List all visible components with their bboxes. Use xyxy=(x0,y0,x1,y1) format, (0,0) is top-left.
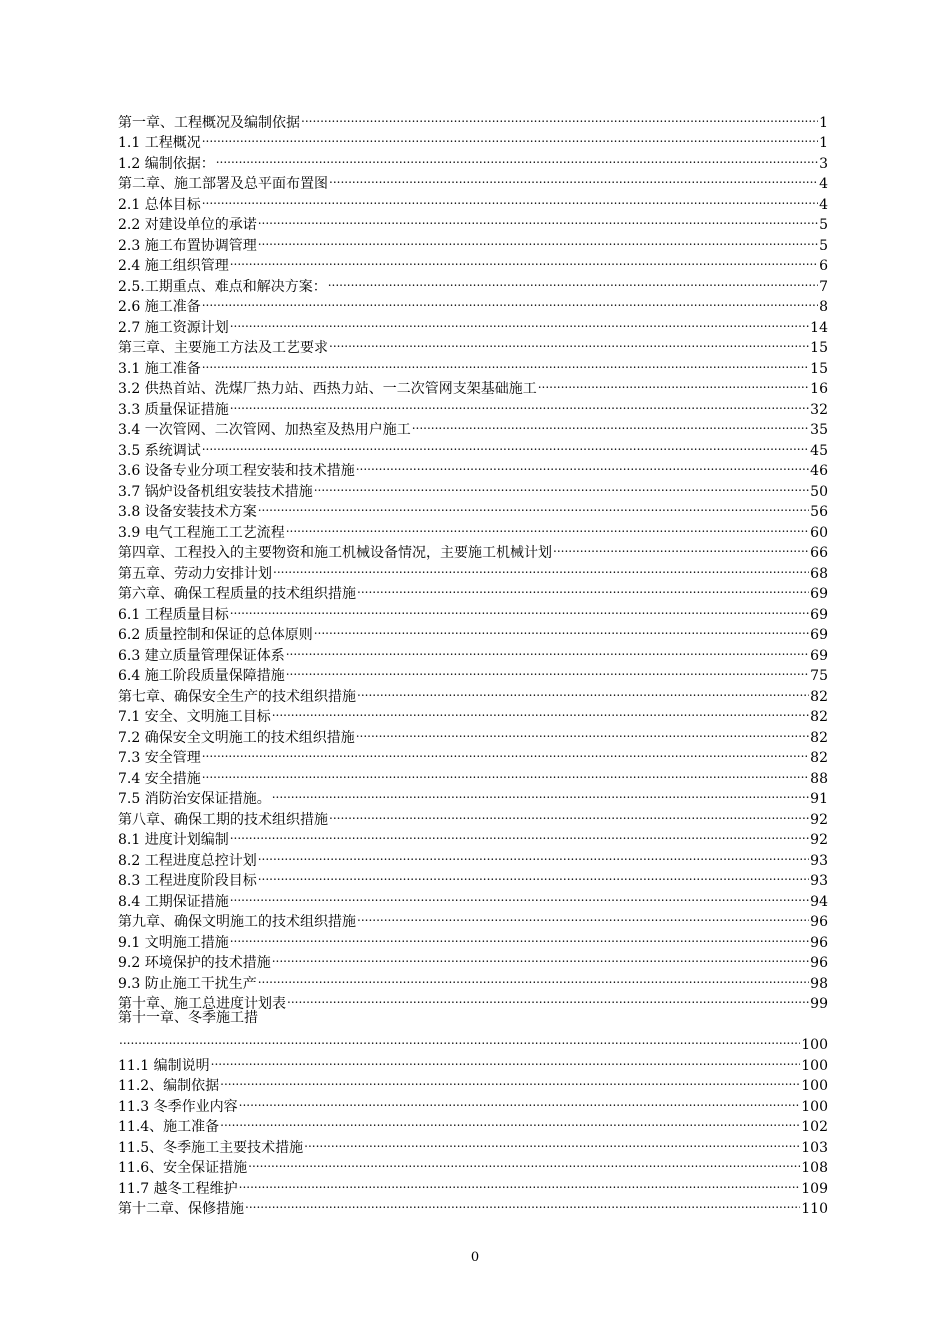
toc-entry-page: 91 xyxy=(810,791,828,807)
toc-entry-page: 1 xyxy=(819,135,828,151)
toc-entry-page: 98 xyxy=(810,975,828,992)
toc-entry-page: 8 xyxy=(819,299,828,315)
toc-entry-page: 16 xyxy=(810,381,828,397)
toc-entry[interactable] xyxy=(118,311,828,336)
toc-entry-page: 14 xyxy=(810,319,828,336)
toc-leader-dots xyxy=(216,147,818,168)
toc-leader-dots xyxy=(230,250,818,271)
toc-leader-dots xyxy=(272,701,809,722)
toc-leader-dots xyxy=(273,557,809,578)
toc-entry-title: 3.4 一次管网、二次管网、加热室及热用户施工 xyxy=(118,422,411,438)
toc-entry-page: 4 xyxy=(819,196,828,213)
toc-entry-page: 109 xyxy=(801,1180,828,1197)
toc-entry[interactable] xyxy=(118,434,828,459)
page-number: 0 xyxy=(470,1250,480,1265)
toc-entry[interactable] xyxy=(118,127,828,151)
toc-leader-dots xyxy=(230,926,809,947)
toc-leader-dots xyxy=(202,188,818,209)
toc-entry-title: 7.3 安全管理 xyxy=(118,750,201,766)
toc-leader-dots xyxy=(230,393,809,414)
toc-entry-title: 7.4 安全措施 xyxy=(118,770,201,787)
toc-leader-dots xyxy=(356,721,809,742)
toc-leader-dots xyxy=(412,414,809,435)
toc-leader-dots xyxy=(230,824,809,845)
toc-entry-page: 60 xyxy=(810,524,828,541)
toc-leader-dots xyxy=(287,988,809,1009)
toc-entry-page: 88 xyxy=(810,770,828,787)
toc-leader-dots xyxy=(329,168,818,189)
toc-leader-dots xyxy=(220,1111,800,1132)
toc-entry-page: 93 xyxy=(810,873,828,889)
toc-entry-title: 11.2、编制依据 xyxy=(118,1078,220,1094)
toc-entry-title: 2.6 施工准备 xyxy=(118,299,201,315)
toc-leader-dots xyxy=(314,619,809,640)
toc-entry-page: 96 xyxy=(810,955,828,971)
toc-entry-page: 100 xyxy=(801,1037,828,1053)
toc-leader-dots xyxy=(202,434,809,455)
toc-leader-dots xyxy=(286,660,809,681)
toc-entry-title: 2.1 总体目标 xyxy=(118,196,201,213)
toc-entry-title: 1.2 编制依据： xyxy=(118,155,215,172)
toc-entry-title: 2.7 施工资源计划 xyxy=(118,319,229,336)
toc-leader-dots xyxy=(357,578,809,599)
toc-entry-page: 96 xyxy=(810,914,828,930)
toc-entry-page: 69 xyxy=(810,606,828,623)
toc-entry-page: 93 xyxy=(810,852,828,869)
toc-entry[interactable] xyxy=(118,1008,828,1053)
toc-leader-dots xyxy=(272,783,809,804)
toc-entry-title: 11.7 越冬工程维护 xyxy=(118,1180,238,1197)
toc-entry-title: 第四章、工程投入的主要物资和施工机械设备情况，主要施工机械计划 xyxy=(118,545,552,561)
toc-entry[interactable] xyxy=(118,188,828,213)
toc-leader-dots xyxy=(304,1131,800,1152)
toc-leader-dots xyxy=(286,639,809,660)
toc-leader-dots xyxy=(119,1029,800,1050)
toc-entry-title: 3.3 质量保证措施 xyxy=(118,401,229,418)
toc-entry-page: 5 xyxy=(819,237,828,254)
toc-entry-title: 第十一章、冬季施工措 xyxy=(118,1010,258,1026)
toc-leader-dots xyxy=(553,537,809,558)
toc-leader-dots xyxy=(248,1152,800,1173)
toc-entry-page: 100 xyxy=(801,1057,828,1074)
toc-entry-page: 92 xyxy=(810,832,828,848)
toc-entry-title: 11.3 冬季作业内容 xyxy=(118,1098,238,1115)
toc-entry-page: 68 xyxy=(810,565,828,582)
toc-entry[interactable] xyxy=(118,168,828,192)
toc-leader-dots xyxy=(239,1090,801,1111)
toc-entry-title: 3.5 系统调试 xyxy=(118,442,201,459)
toc-entry-page: 50 xyxy=(810,483,828,500)
toc-leader-dots xyxy=(211,1049,801,1070)
toc-entry[interactable] xyxy=(118,147,828,172)
toc-entry-page: 100 xyxy=(801,1078,828,1094)
toc-leader-dots xyxy=(202,762,809,783)
toc-entry-page: 82 xyxy=(810,709,828,725)
toc-entry-page: 100 xyxy=(801,1098,828,1115)
toc-entry-page: 69 xyxy=(810,586,828,602)
toc-entry-title: 11.1 编制说明 xyxy=(118,1057,210,1074)
toc-entry-title: 3.2 供热首站、洗煤厂热力站、西热力站、一二次管网支架基础施工 xyxy=(118,381,537,397)
toc-entry-page: 32 xyxy=(810,401,828,418)
toc-leader-dots xyxy=(230,311,809,332)
toc-entry-title: 6.4 施工阶段质量保障措施 xyxy=(118,668,285,684)
toc-entry-title: 8.2 工程进度总控计划 xyxy=(118,852,257,869)
toc-leader-dots xyxy=(220,1070,800,1091)
toc-entry[interactable] xyxy=(118,291,828,315)
toc-entry[interactable] xyxy=(118,1049,828,1074)
toc-leader-dots xyxy=(258,209,818,230)
toc-entry-title: 11.4、施工准备 xyxy=(118,1119,220,1135)
toc-entry-title: 第三章、主要施工方法及工艺要求 xyxy=(118,340,328,356)
toc-entry-page: 56 xyxy=(810,504,828,520)
toc-entry-page: 7 xyxy=(819,278,828,295)
toc-leader-dots xyxy=(245,1193,800,1214)
toc-leader-dots xyxy=(538,373,809,394)
toc-entry-title: 2.3 施工布置协调管理 xyxy=(118,237,257,254)
toc-entry-page: 75 xyxy=(810,668,828,684)
toc-entry-page: 3 xyxy=(819,155,828,172)
toc-leader-dots xyxy=(314,475,809,496)
toc-leader-dots xyxy=(258,496,809,517)
toc-entry-title: 第六章、确保工程质量的技术组织措施 xyxy=(118,586,356,602)
toc-entry-page: 96 xyxy=(810,934,828,951)
toc-entry-page: 110 xyxy=(801,1201,828,1217)
toc-entry-title: 7.1 安全、文明施工目标 xyxy=(118,709,271,725)
toc-entry-title: 3.9 电气工程施工工艺流程 xyxy=(118,524,285,541)
toc-entry[interactable] xyxy=(118,1090,828,1115)
toc-leader-dots xyxy=(202,742,809,763)
toc-entry-title: 8.1 进度计划编制 xyxy=(118,832,229,848)
toc-entry-title: 第八章、确保工期的技术组织措施 xyxy=(118,811,328,828)
toc-entry-title: 3.1 施工准备 xyxy=(118,360,201,377)
toc-entry-page: 92 xyxy=(810,811,828,828)
toc-entry[interactable] xyxy=(118,373,828,397)
toc-entry-title: 2.4 施工组织管理 xyxy=(118,258,229,274)
toc-entry-title: 2.5.工期重点、难点和解决方案： xyxy=(118,278,327,295)
toc-entry-title: 9.3 防止施工干扰生产 xyxy=(118,975,257,992)
toc-entry-page: 6 xyxy=(819,258,828,274)
toc-leader-dots xyxy=(301,106,818,127)
toc-leader-dots xyxy=(230,598,809,619)
toc-entry-title: 第十二章、保修措施 xyxy=(118,1201,244,1217)
toc-entry-title: 11.6、安全保证措施 xyxy=(118,1160,248,1176)
toc-entry-title: 第九章、确保文明施工的技术组织措施 xyxy=(118,914,356,930)
toc-leader-dots xyxy=(258,844,809,865)
toc-leader-dots xyxy=(258,967,809,988)
toc-leader-dots xyxy=(286,516,809,537)
toc-entry-page: 108 xyxy=(801,1160,828,1176)
toc-entry-page: 102 xyxy=(801,1119,828,1135)
toc-entry-page: 82 xyxy=(810,688,828,705)
toc-entry[interactable] xyxy=(118,455,828,479)
toc-entry-page: 1 xyxy=(819,114,828,131)
toc-leader-dots xyxy=(356,455,809,476)
toc-leader-dots xyxy=(357,680,809,701)
toc-entry-title: 3.6 设备专业分项工程安装和技术措施 xyxy=(118,463,355,479)
toc-entry-title: 9.1 文明施工措施 xyxy=(118,934,229,951)
toc-leader-dots xyxy=(202,127,818,148)
toc-leader-dots xyxy=(258,865,809,886)
toc-entry-title: 8.4 工期保证措施 xyxy=(118,893,229,910)
toc-entry[interactable] xyxy=(118,783,828,807)
toc-entry-page: 35 xyxy=(810,422,828,438)
toc-entry[interactable] xyxy=(118,762,828,787)
toc-entry-title: 3.8 设备安装技术方案 xyxy=(118,504,257,520)
toc-entry[interactable] xyxy=(118,106,828,131)
toc-entry[interactable] xyxy=(118,1070,828,1094)
toc-entry-title: 6.1 工程质量目标 xyxy=(118,606,229,623)
toc-entry-title: 7.2 确保安全文明施工的技术组织措施 xyxy=(118,729,355,746)
toc-entry-title: 7.5 消防治安保证措施。 xyxy=(118,791,271,807)
toc-entry-title: 6.2 质量控制和保证的总体原则 xyxy=(118,627,313,643)
toc-entry[interactable] xyxy=(118,742,828,766)
toc-entry-title: 第五章、劳动力安排计划 xyxy=(118,565,272,582)
toc-entry-page: 82 xyxy=(810,750,828,766)
toc-leader-dots xyxy=(329,803,809,824)
toc-entry-title: 3.7 锅炉设备机组安装技术措施 xyxy=(118,483,313,500)
toc-entry-page: 15 xyxy=(810,340,828,356)
toc-entry-title: 11.5、冬季施工主要技术措施 xyxy=(118,1139,304,1156)
toc-entry[interactable] xyxy=(118,209,828,233)
toc-entry-title: 6.3 建立质量管理保证体系 xyxy=(118,647,285,664)
toc-entry-title: 第十章、施工总进度计划表 xyxy=(118,996,286,1012)
toc-entry-title: 第二章、施工部署及总平面布置图 xyxy=(118,176,328,192)
toc-leader-dots xyxy=(239,1172,801,1193)
toc-entry[interactable] xyxy=(118,352,828,377)
toc-entry-page: 15 xyxy=(810,360,828,377)
toc-entry-page: 94 xyxy=(810,893,828,910)
toc-leader-dots xyxy=(328,270,818,291)
toc-entry-page: 66 xyxy=(810,545,828,561)
table-of-contents xyxy=(118,106,828,1217)
toc-entry-page: 45 xyxy=(810,442,828,459)
toc-entry-title: 第七章、确保安全生产的技术组织措施 xyxy=(118,688,356,705)
toc-entry-page: 103 xyxy=(801,1139,828,1156)
toc-leader-dots xyxy=(272,947,809,968)
toc-entry-title: 1.1 工程概况 xyxy=(118,135,201,151)
toc-entry-page: 99 xyxy=(810,996,828,1012)
toc-entry-title: 8.3 工程进度阶段目标 xyxy=(118,873,257,889)
toc-leader-dots xyxy=(230,885,809,906)
toc-entry[interactable] xyxy=(118,1131,828,1156)
toc-entry-page: 69 xyxy=(810,627,828,643)
toc-entry-page: 4 xyxy=(819,176,828,192)
toc-leader-dots xyxy=(258,229,818,250)
toc-entry-title: 2.2 对建设单位的承诺 xyxy=(118,217,257,233)
toc-leader-dots xyxy=(329,332,809,353)
toc-leader-dots xyxy=(357,906,809,927)
toc-entry-page: 46 xyxy=(810,463,828,479)
toc-entry-title: 9.2 环境保护的技术措施 xyxy=(118,955,271,971)
toc-entry-page: 5 xyxy=(819,217,828,233)
toc-entry-page: 82 xyxy=(810,729,828,746)
toc-leader-dots xyxy=(202,352,809,373)
toc-entry[interactable] xyxy=(118,1111,828,1135)
toc-entry-page: 69 xyxy=(810,647,828,664)
toc-entry-title: 第一章、工程概况及编制依据 xyxy=(118,114,300,131)
toc-leader-dots xyxy=(202,291,818,312)
